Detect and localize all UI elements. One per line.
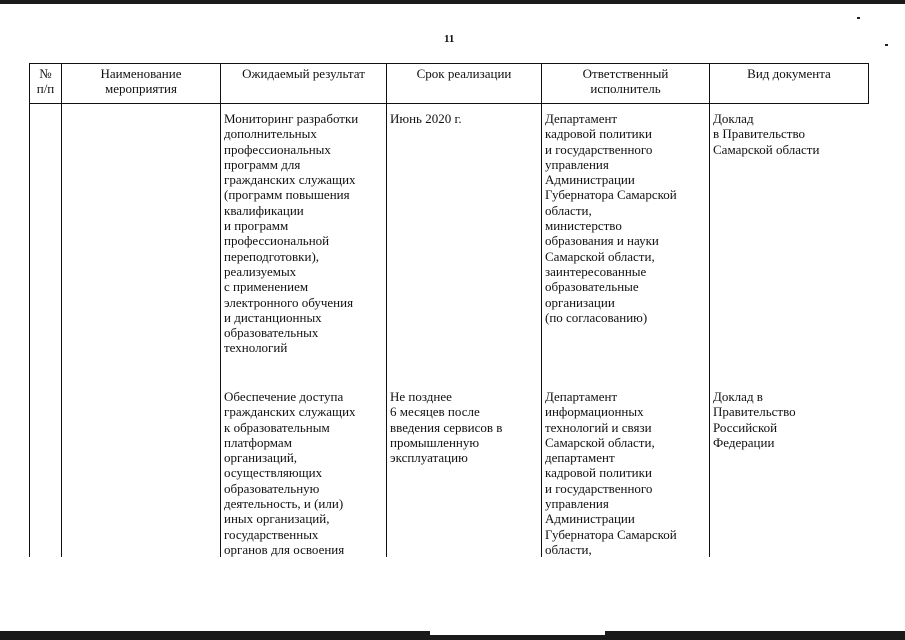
table-row [30,104,869,387]
plan-table [29,63,869,557]
table-header-row [30,64,869,104]
header-expected-result: Ожидаемый результат [221,64,387,104]
cell-deadline: Не позднее 6 месяцев после введения сервисов в промышленную эксплуатацию [387,386,542,557]
scan-top-edge [0,0,905,4]
cell-document-type: Доклад в Правительство Самарской области [710,104,869,387]
cell-deadline: Июнь 2020 г. [387,104,542,387]
cell-executor: Департамент кадровой политики и государственного управления Администрации Губернатора Самарской области, министерство образования и науки Самарской области, заинтересованные образовательные организации (по согласованию) [542,104,710,387]
cell-executor: Департамент информационных технологий и связи Самарской области, департамент кадровой политики и государственного управления Администрации Губернатора Самарской области, [542,386,710,557]
header-document-type: Вид документа [710,64,869,104]
cell-document-type: Доклад в Правительство Российской Федерации [710,386,869,557]
cell-event-name [62,104,221,387]
scan-speck [857,17,860,19]
scan-speck [885,44,888,46]
cell-event-name [62,386,221,557]
header-deadline: Срок реализации [387,64,542,104]
cell-number [30,386,62,557]
table-row [30,386,869,557]
header-executor: Ответственный исполнитель [542,64,710,104]
cell-number [30,104,62,387]
cell-expected-result: Обеспечение доступа гражданских служащих к образовательным платформам организаций, осуществляющих образовательную деятельность, и (или) иных организаций, государственных органов для освоения [221,386,387,557]
header-number: № п/п [30,64,62,104]
header-event-name: Наименование мероприятия [62,64,221,104]
page-number: 11 [444,33,455,45]
scan-bottom-edge [0,631,905,640]
cell-expected-result: Мониторинг разработки дополнительных профессиональных программ для гражданских служащих (программ повышения квалификации и программ профессиональной переподготовки), реализуемых с применением электронного обучения и дистанционных образовательных технологий [221,104,387,387]
